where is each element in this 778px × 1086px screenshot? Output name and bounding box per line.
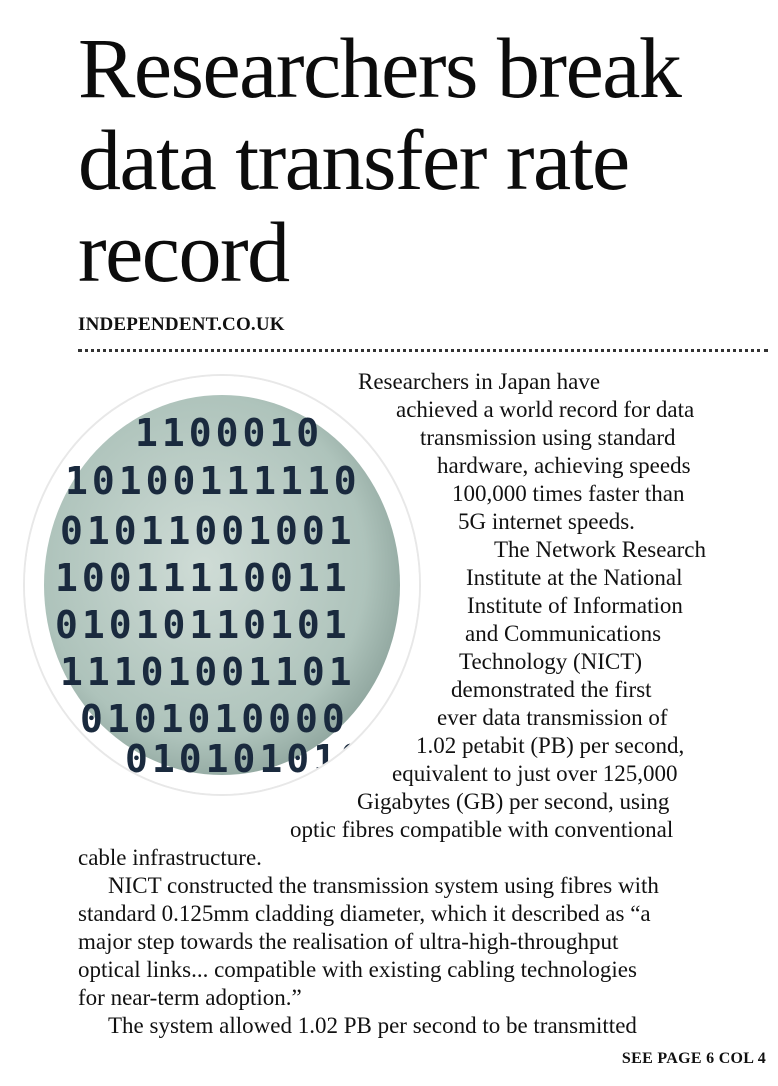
binary-row: 010101010	[125, 737, 367, 781]
binary-row: 0101010000	[80, 697, 349, 741]
source-label: INDEPENDENT.CO.UK	[78, 314, 285, 335]
body-line: Researchers in Japan have	[358, 369, 601, 394]
body-line: standard 0.125mm cladding diameter, which it described as “a	[78, 901, 651, 926]
binary-row: 01011001001	[60, 509, 356, 553]
binary-digits	[55, 411, 367, 781]
body-line: The system allowed 1.02 PB per second to be transmitted	[108, 1013, 637, 1038]
binary-row: 01010110101	[55, 603, 351, 647]
body-line: major step towards the realisation of ultra-high-throughput	[78, 929, 619, 954]
body-line: cable infrastructure.	[78, 845, 262, 870]
body-line: NICT constructed the transmission system using fibres with	[108, 873, 659, 898]
body-line: optical links... compatible with existing cabling technologies	[78, 957, 637, 982]
body-line: optic fibres compatible with conventional	[290, 817, 674, 842]
headline: Researchers break data transfer rate record	[78, 20, 681, 300]
continuation-note: SEE PAGE 6 COL 4	[621, 1050, 766, 1067]
binary-row: 10011110011	[55, 556, 351, 600]
binary-code-photo	[25, 376, 419, 794]
binary-row: 10100111110	[65, 459, 361, 503]
body-line: hardware, achieving speeds	[437, 453, 691, 478]
dotted-divider	[78, 349, 768, 352]
body-line: demonstrated the first	[451, 677, 652, 702]
body-line: achieved a world record for data	[396, 397, 695, 422]
binary-code-image	[25, 376, 419, 794]
body-line: and Communications	[465, 621, 662, 646]
body-line: Gigabytes (GB) per second, using	[357, 789, 670, 814]
body-line: transmission using standard	[420, 425, 676, 450]
body-line: The Network Research	[494, 537, 707, 562]
body-line: 100,000 times faster than	[452, 481, 685, 506]
body-line: ever data transmission of	[437, 705, 668, 730]
body-line: 5G internet speeds.	[458, 509, 635, 534]
body-line: Technology (NICT)	[459, 649, 642, 674]
body-line: equivalent to just over 125,000	[392, 761, 678, 786]
body-line: Institute at the National	[466, 565, 683, 590]
body-line: 1.02 petabit (PB) per second,	[416, 733, 685, 758]
binary-row: 1100010	[135, 411, 324, 455]
body-line: for near-term adoption.”	[78, 985, 302, 1010]
binary-row: 11101001101	[60, 650, 356, 694]
body-line: Institute of Information	[467, 593, 683, 618]
